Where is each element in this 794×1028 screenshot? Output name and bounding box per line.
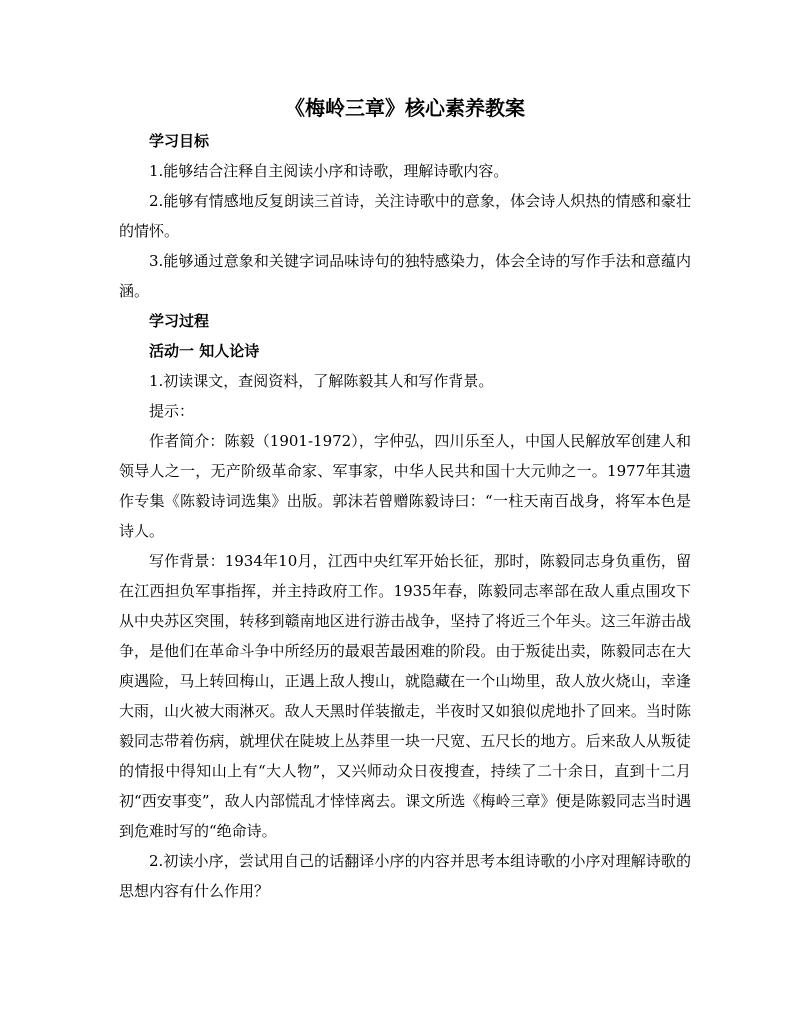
background-paragraph: 写作背景：1934年10月，江西中央红军开始长征，那时，陈毅同志身负重伤，留在江西担负军事指挥，并主持政府工作。1935年春，陈毅同志率部在敌人重点围攻下从中央苏区突围，转移到赣南地区进行游击战争，坚持了将近三个年头。这三年游击战争，是他们在革命斗争中所经历的最艰苦最困难的阶段。由于叛徒出卖，陈毅同志在大庾遇险，马上转回梅山，正遇上敌人搜山，就隐藏在一个山坳里，敌人放火烧山，幸逢大雨，山火被大雨淋灭。敌人天黑时佯装撤走，半夜时又如狼似虎地扑了回来。当时陈毅同志带着伤病，就埋伏在陡坡上丛莽里一块一尺宽、五尺长的地方。后来敌人从叛徒的情报中得知山上有“大人物”，又兴师动众日夜搜查，持续了二十余日，直到十二月初“西安事变”，敌人内部慌乱才悻悻离去。课文所选《梅岭三章》便是陈毅同志当时遇到危难时写的“绝命诗。 [119,552,691,840]
section-heading-process: 学习过程 [149,312,210,330]
document-page [119,92,691,906]
activity-step-1: 1.初读课文，查阅资料，了解陈毅其人和写作背景。 [149,372,494,390]
section-heading-goals: 学习目标 [149,132,210,150]
author-intro-paragraph: 作者简介：陈毅（1901-1972），字仲弘，四川乐至人，中国人民解放军创建人和领导人之一，无产阶级革命家、军事家，中华人民共和国十大元帅之一。1977年其遗作专集《陈毅诗词选集》出版。郭沫若曾赠陈毅诗曰：“一柱天南百战身，将军本色是诗人。 [119,432,691,540]
goal-item-2: 2.能够有情感地反复朗读三首诗，关注诗歌中的意象，体会诗人炽热的情感和豪壮的情怀。 [119,192,691,240]
activity-heading-1: 活动一 知人论诗 [149,342,260,360]
goal-item-3: 3.能够通过意象和关键字词品味诗句的独特感染力，体会全诗的写作手法和意蕴内涵。 [119,252,691,300]
hint-label: 提示： [149,402,195,420]
activity-step-2: 2.初读小序，尝试用自己的话翻译小序的内容并思考本组诗歌的小序对理解诗歌的思想内容有什么作用？ [119,852,691,900]
goal-item-1: 1.能够结合注释自主阅读小序和诗歌，理解诗歌内容。 [149,162,509,180]
document-title: 《梅岭三章》核心素养教案 [285,96,525,120]
